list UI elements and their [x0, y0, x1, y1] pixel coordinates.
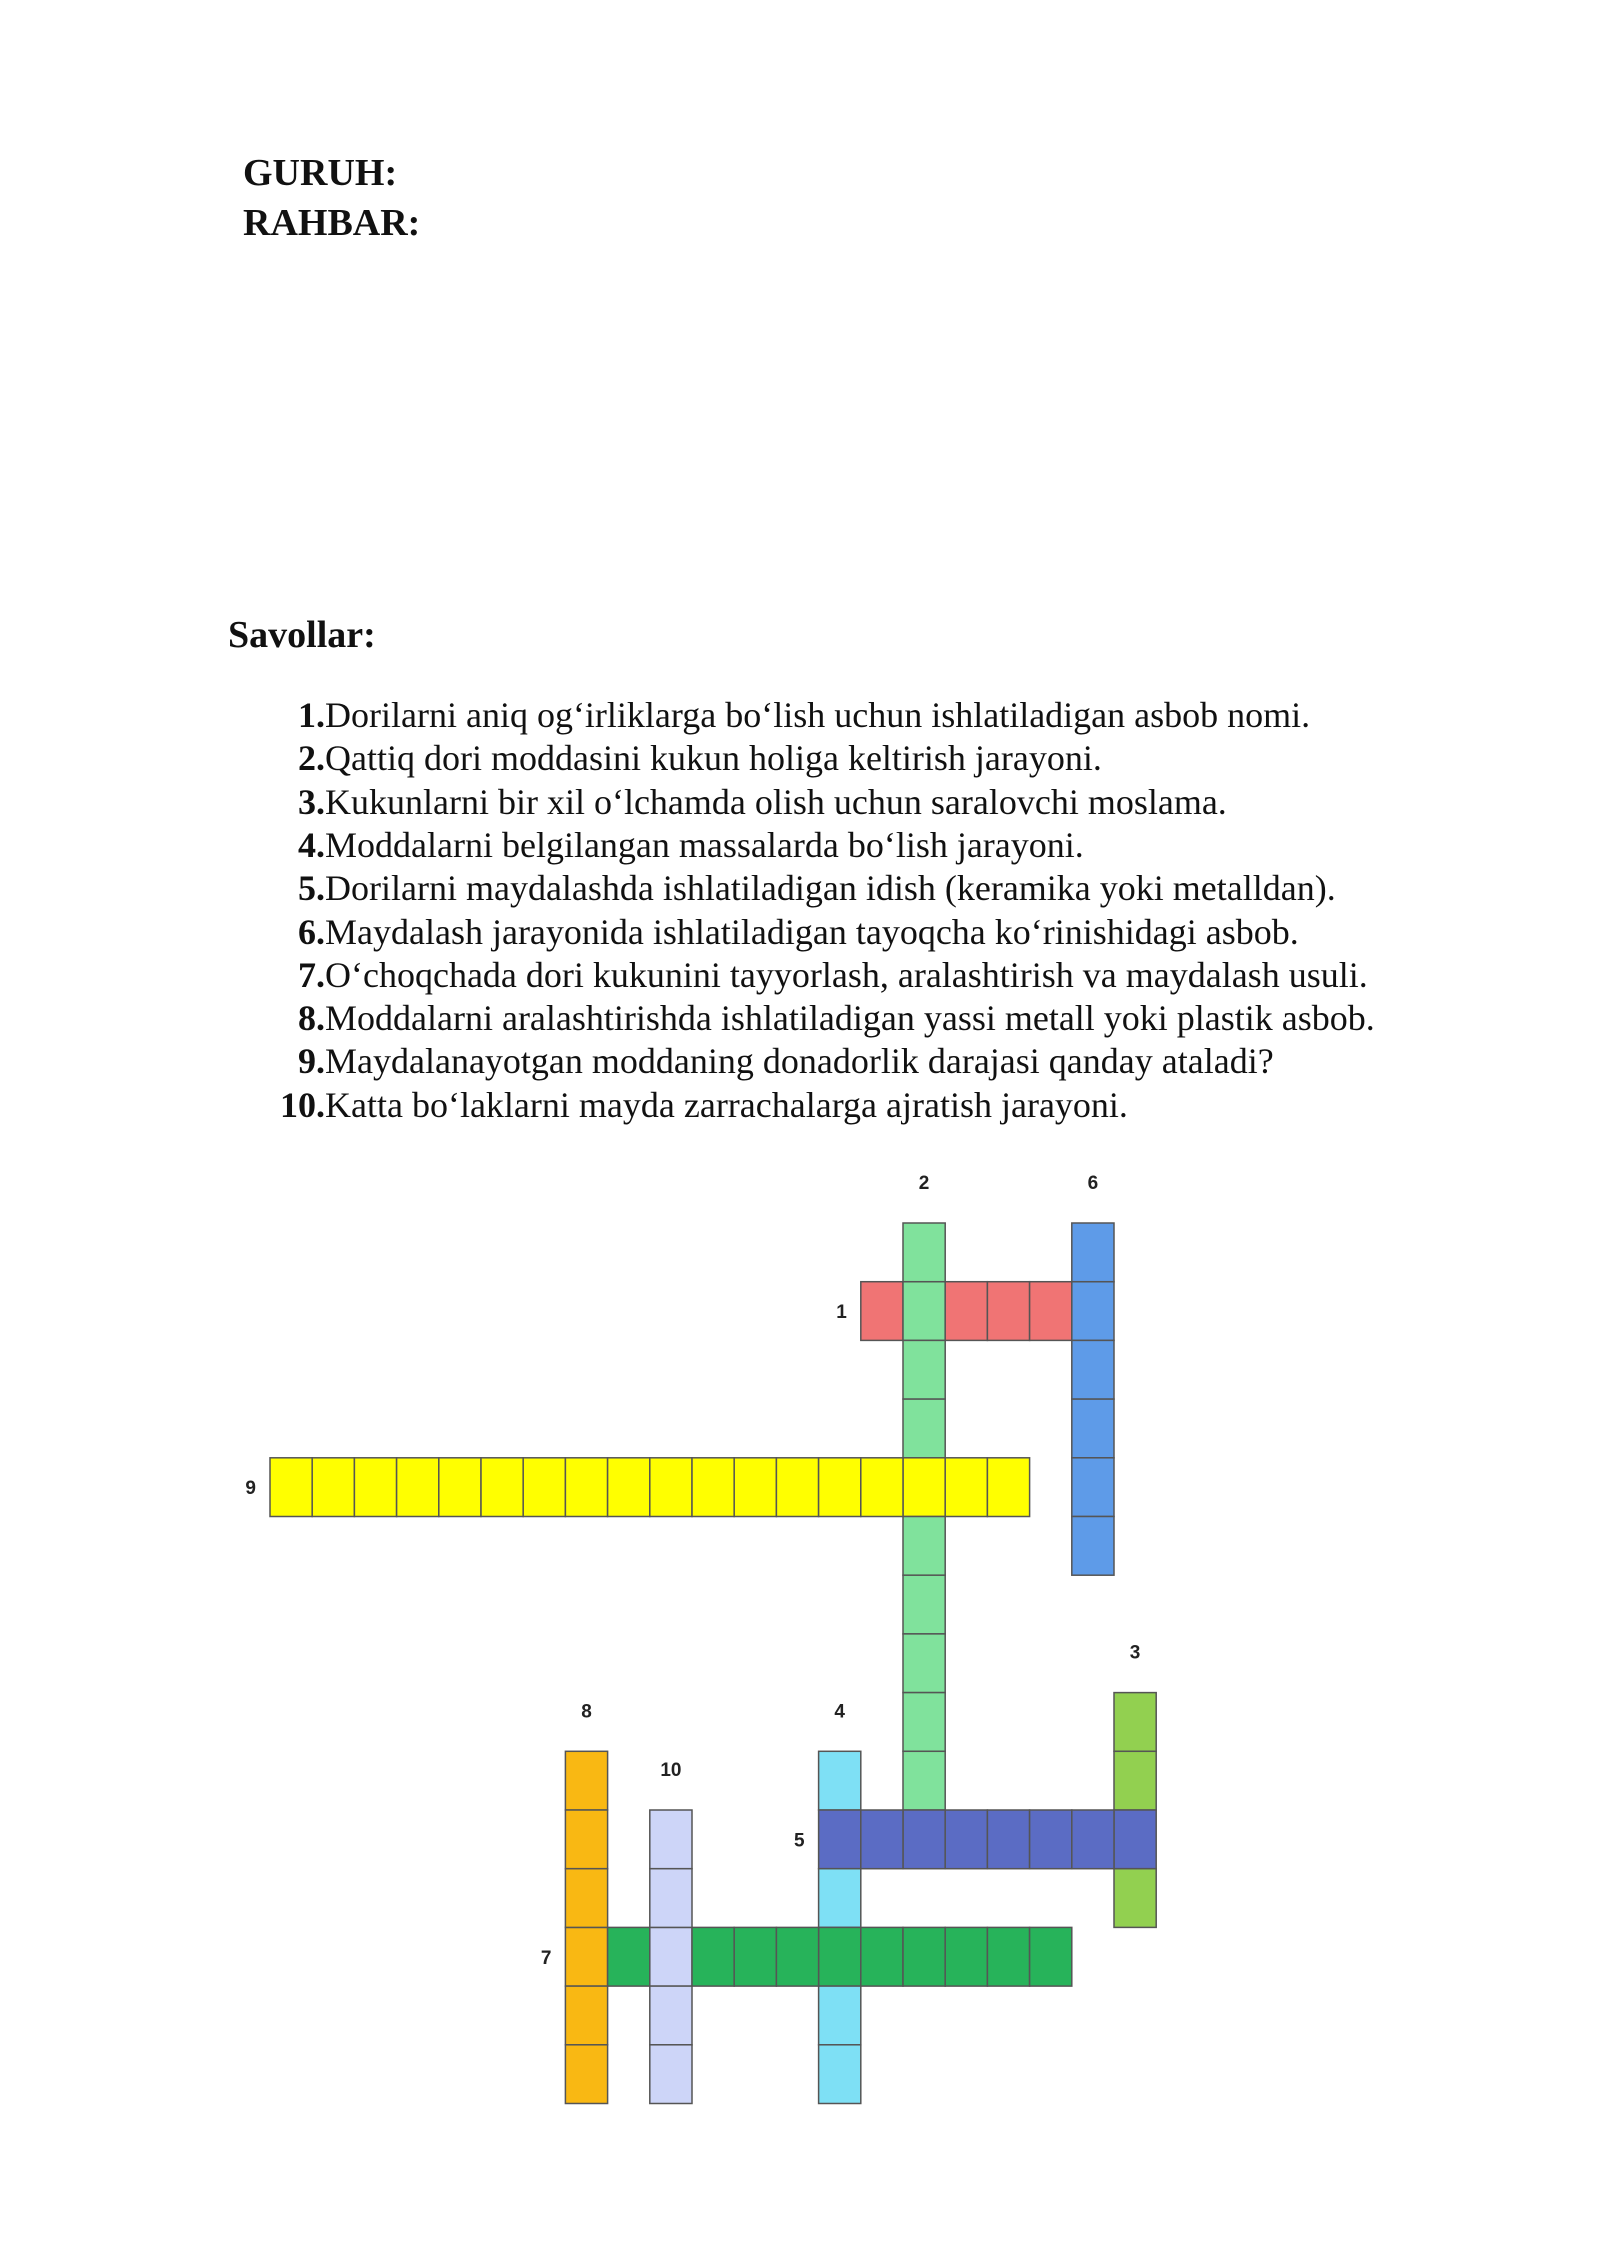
crossword-cell[interactable] [650, 1458, 692, 1517]
crossword-cell[interactable] [354, 1458, 396, 1517]
question-text: Qattiq dori moddasini kukun holiga keltirish jarayoni. [325, 738, 1102, 779]
question-text: Dorilarni maydalashda ishlatiladigan idish (keramika yoki metalldan). [325, 868, 1336, 909]
leader-label: RAHBAR: [243, 202, 421, 244]
question-text: Moddalarni belgilangan massalarda bo‘lish jarayoni. [325, 824, 1084, 865]
crossword-cell[interactable] [565, 1810, 607, 1869]
crossword-cell[interactable] [523, 1458, 565, 1517]
crossword-cell[interactable] [903, 1575, 945, 1634]
crossword-cell[interactable] [1072, 1399, 1114, 1458]
question-number: 8. [298, 998, 325, 1039]
clue-number-label: 6 [1087, 1173, 1099, 1194]
crossword-cell[interactable] [565, 1986, 607, 2045]
crossword-cell[interactable] [861, 1810, 903, 1869]
crossword-cell[interactable] [903, 1458, 945, 1517]
question-number: 9. [298, 1041, 325, 1082]
crossword-cell[interactable] [1030, 1927, 1072, 1986]
crossword-cell[interactable] [819, 1927, 861, 1986]
crossword-cell[interactable] [903, 1399, 945, 1458]
crossword-cell[interactable] [903, 1282, 945, 1341]
crossword-cell[interactable] [692, 1927, 734, 1986]
crossword-cell[interactable] [945, 1458, 987, 1517]
clue-number-label: 5 [794, 1830, 805, 1852]
crossword-cell[interactable] [903, 1340, 945, 1399]
question-text: Maydalash jarayonida ishlatiladigan tayoqcha ko‘rinishidagi asbob. [325, 911, 1299, 952]
clue-number-label: 8 [581, 1701, 592, 1723]
crossword-cell[interactable] [1114, 1693, 1156, 1752]
group-label: GURUH: [243, 152, 398, 194]
crossword-cell[interactable] [1072, 1223, 1114, 1282]
crossword-cell[interactable] [650, 1810, 692, 1869]
crossword-cell[interactable] [565, 1927, 607, 1986]
crossword-cell[interactable] [312, 1458, 354, 1517]
crossword-cell[interactable] [1072, 1340, 1114, 1399]
crossword-cell[interactable] [861, 1458, 903, 1517]
crossword-cell[interactable] [481, 1458, 523, 1517]
crossword-cell[interactable] [903, 1634, 945, 1693]
clue-number-label: 10 [660, 1760, 682, 1781]
crossword-cell[interactable] [565, 1751, 607, 1810]
crossword-cell[interactable] [861, 1927, 903, 1986]
crossword-cell[interactable] [270, 1458, 312, 1517]
crossword-cell[interactable] [903, 1927, 945, 1986]
clue-number-label: 9 [245, 1478, 256, 1500]
crossword-cell[interactable] [1072, 1810, 1114, 1869]
question-number: 7. [298, 954, 325, 995]
crossword-cell[interactable] [397, 1458, 439, 1517]
crossword-cell[interactable] [987, 1927, 1029, 1986]
crossword-cell[interactable] [945, 1927, 987, 1986]
crossword-cell[interactable] [903, 1751, 945, 1810]
crossword-cell[interactable] [903, 1810, 945, 1869]
crossword-cell[interactable] [776, 1458, 818, 1517]
crossword-cell[interactable] [439, 1458, 481, 1517]
question-number: 3. [298, 781, 325, 822]
crossword-cell[interactable] [734, 1458, 776, 1517]
crossword-cell[interactable] [565, 1458, 607, 1517]
crossword-cell[interactable] [819, 2045, 861, 2104]
crossword-cell[interactable] [987, 1810, 1029, 1869]
crossword-cell[interactable] [565, 1869, 607, 1928]
crossword-cell[interactable] [819, 1869, 861, 1928]
crossword-cell[interactable] [650, 2045, 692, 2104]
crossword-cell[interactable] [1114, 1869, 1156, 1928]
crossword-cell[interactable] [945, 1282, 987, 1341]
crossword-cell[interactable] [987, 1458, 1029, 1517]
question-number: 4. [298, 824, 325, 865]
clue-number-label: 7 [540, 1947, 552, 1969]
question-text: Dorilarni aniq og‘irliklarga bo‘lish uchun ishlatiladigan asbob nomi. [325, 695, 1311, 735]
crossword-cell[interactable] [861, 1282, 903, 1341]
question-text: Kukunlarni bir xil o‘lchamda olish uchun saralovchi moslama. [325, 781, 1227, 822]
crossword-cell[interactable] [650, 1927, 692, 1986]
question-text: Moddalarni aralashtirishda ishlatiladigan yassi metall yoki plastik asbob. [325, 998, 1375, 1039]
crossword-cell[interactable] [903, 1223, 945, 1282]
question-number: 1. [298, 695, 325, 735]
crossword-cell[interactable] [1072, 1282, 1114, 1341]
crossword-cell[interactable] [903, 1517, 945, 1576]
crossword-cell[interactable] [819, 1986, 861, 2045]
crossword-cell[interactable] [1030, 1810, 1072, 1869]
crossword-cell[interactable] [819, 1458, 861, 1517]
clue-number-label: 3 [1129, 1642, 1141, 1664]
crossword-cell[interactable] [650, 1869, 692, 1928]
question-number: 6. [298, 911, 325, 952]
clue-number-label: 1 [836, 1302, 847, 1324]
crossword-cell[interactable] [1114, 1810, 1156, 1869]
question-number: 5. [298, 868, 325, 909]
crossword-cell[interactable] [819, 1751, 861, 1810]
clue-number-label: 2 [918, 1173, 930, 1194]
crossword-cell[interactable] [1030, 1282, 1072, 1341]
questions-heading: Savollar: [228, 614, 376, 656]
crossword-cell[interactable] [565, 2045, 607, 2104]
crossword-cell[interactable] [608, 1927, 650, 1986]
question-number: 10. [280, 1084, 325, 1125]
question-text: Maydalanayotgan moddaning donadorlik darajasi qanday ataladi? [325, 1041, 1274, 1082]
question-number: 2. [298, 738, 325, 779]
crossword-cell[interactable] [1114, 1751, 1156, 1810]
crossword-cell[interactable] [903, 1693, 945, 1752]
crossword-cell[interactable] [776, 1927, 818, 1986]
crossword-cell[interactable] [650, 1986, 692, 2045]
crossword-cell[interactable] [1072, 1517, 1114, 1576]
crossword-cell[interactable] [819, 1810, 861, 1869]
crossword-cell[interactable] [734, 1927, 776, 1986]
crossword-cell[interactable] [945, 1810, 987, 1869]
crossword-cell[interactable] [1072, 1458, 1114, 1517]
question-text: Katta bo‘laklarni mayda zarrachalarga ajratish jarayoni. [325, 1084, 1128, 1125]
crossword-cell[interactable] [608, 1458, 650, 1517]
clue-number-label: 4 [834, 1701, 845, 1723]
crossword-cell[interactable] [692, 1458, 734, 1517]
question-text: O‘choqchada dori kukunini tayyorlash, aralashtirish va maydalash usuli. [325, 954, 1368, 995]
crossword-cell[interactable] [987, 1282, 1029, 1341]
